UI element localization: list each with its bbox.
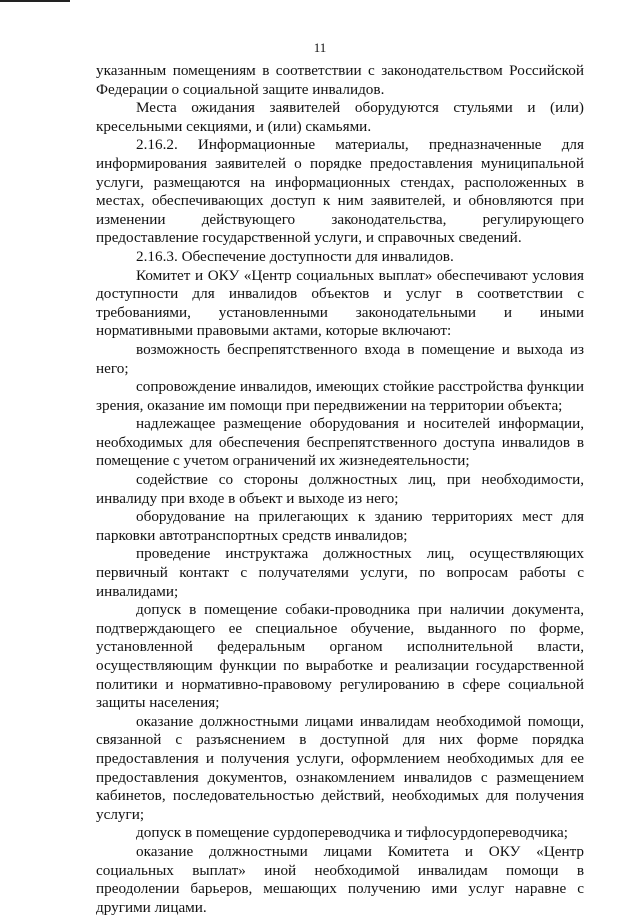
paragraph: сопровождение инвалидов, имеющих стойкие расстройства функции зрения, оказание им помощи при передвижении на территории объекта; [96, 378, 584, 414]
paragraph: содействие со стороны должностных лиц, при необходимости, инвалиду при входе в объект и выходе из него; [96, 471, 584, 507]
paragraph: 2.16.2. Информационные материалы, предназначенные для информирования заявителей о порядке предоставления муниципальной услуги, размещаются на информационных стендах, расположенных в местах, обеспечивающих доступ к ним заявителей, и обновляются при изменении действующего законодательства, регулирующего предоставление государственной услуги, и справочных сведений. [96, 136, 584, 247]
paragraph: проведение инструктажа должностных лиц, осуществляющих первичный контакт с получателями услуги, по вопросам работы с инвалидами; [96, 545, 584, 600]
page-number: 11 [313, 40, 327, 55]
paragraph: надлежащее размещение оборудования и носителей информации, необходимых для обеспечения беспрепятственного доступа инвалидов в помещение с учетом ограничений их жизнедеятельности; [96, 415, 584, 470]
top-edge-line [0, 0, 70, 2]
paragraph: Комитет и ОКУ «Центр социальных выплат» обеспечивают условия доступности для инвалидов объектов и услуг в соответствии с требованиями, установленными законодательными и иными нормативными правовыми актами, которые включают: [96, 266, 584, 340]
paragraph: Места ожидания заявителей оборудуются стульями и (или) кресельными секциями, и (или) скамьями. [96, 99, 584, 135]
paragraph: допуск в помещение сурдопереводчика и тифлосурдопереводчика; [136, 824, 568, 842]
document-body [96, 62, 584, 917]
paragraph: указанным помещениям в соответствии с законодательством Российской Федерации о социальной защите инвалидов. [96, 62, 584, 98]
paragraph: оказание должностными лицами инвалидам необходимой помощи, связанной с разъяснением в доступной для них форме порядка предоставления и получения услуги, оформлением необходимых для ее предоставления документов, ознакомлением инвалидов с размещением кабинетов, последовательностью действий, необходимых для получения услуги; [96, 712, 584, 823]
paragraph: допуск в помещение собаки-проводника при наличии документа, подтверждающего ее специальное обучение, выданного по форме, установленной федеральным органом исполнительной власти, осуществляющим функции по выработке и реализации государственной политики и нормативно-правовому регулированию в сфере социальной защиты населения; [96, 601, 584, 712]
paragraph: возможность беспрепятственного входа в помещение и выхода из него; [96, 340, 584, 377]
paragraph: оборудование на прилегающих к зданию территориях мест для парковки автотранспортных средств инвалидов; [96, 508, 584, 544]
paragraph: 2.16.3. Обеспечение доступности для инвалидов. [136, 247, 454, 265]
paragraph: оказание должностными лицами Комитета и ОКУ «Центр социальных выплат» иной необходимой инвалидам помощи в преодолении барьеров, мешающих получению ими услуг наравне с другими лицами. [96, 842, 584, 916]
